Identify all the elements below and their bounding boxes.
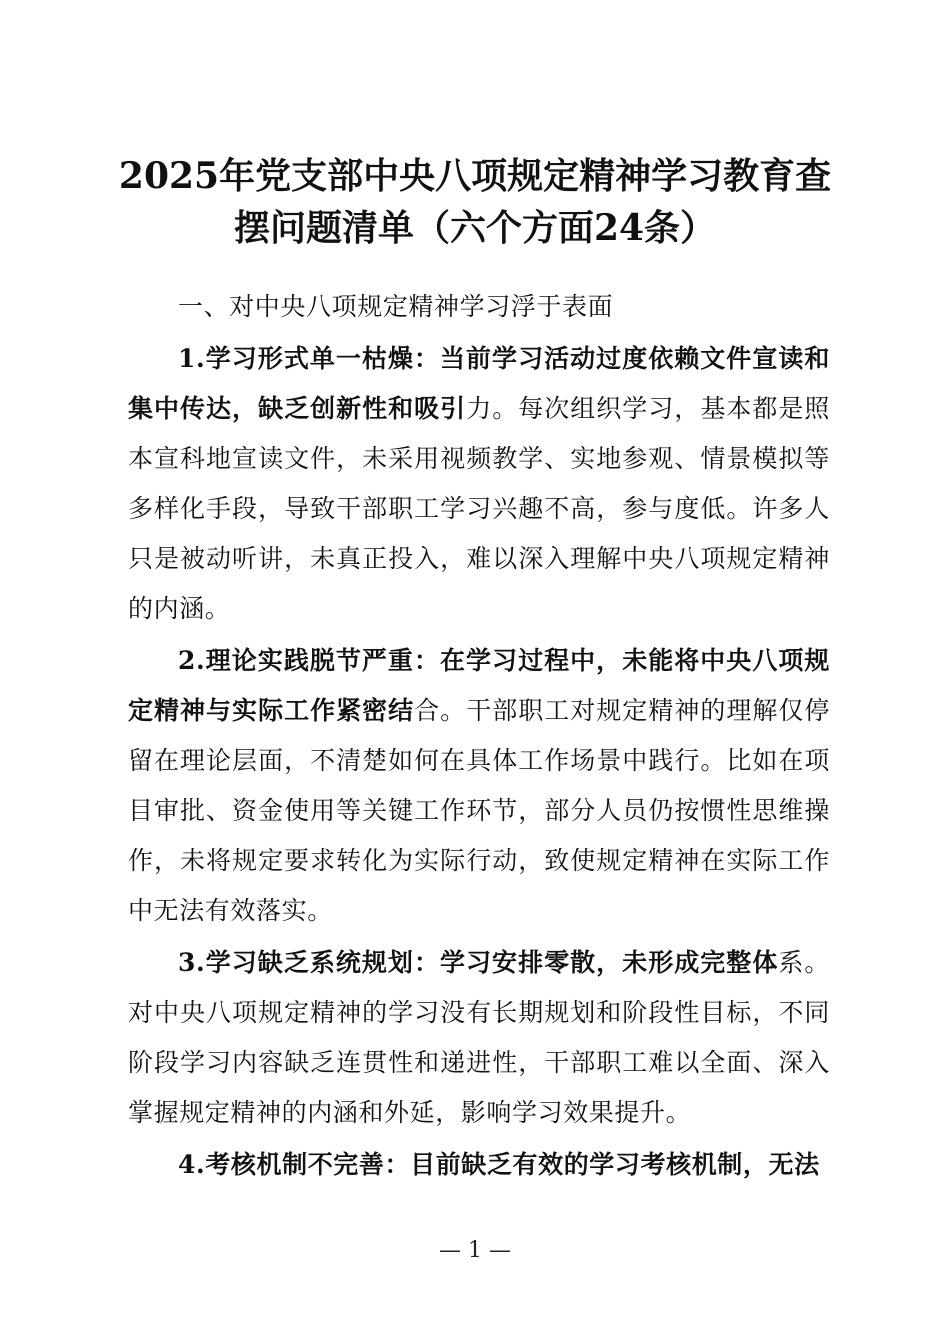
problem-item-2 [128, 636, 830, 936]
problem-item-lead: 3.学习缺乏系统规划：学习安排零散，未形成完整体 [178, 948, 779, 977]
document-title: 2025年党支部中央八项规定精神学习教育查摆问题清单（六个方面24条） [118, 155, 832, 249]
problem-item-lead: 1.学习形式单一枯燥：当前学习活动过度依赖文件宣读和集中传达，缺乏创新性和吸引 [128, 344, 830, 423]
problem-item-body: 系。对中央八项规定精神的学习没有长期规划和阶段性目标，不同阶段学习内容缺乏连贯性和递进性，干部职工难以全面、深入掌握规定精神的内涵和外延，影响学习效果提升。 [128, 948, 830, 1127]
problem-item-body: 力。每次组织学习，基本都是照本宣科地宣读文件，未采用视频教学、实地参观、情景模拟等多样化手段，导致干部职工学习兴趣不高，参与度低。许多人只是被动听讲，未真正投入，难以深入理解中央八项规定精神的内涵。 [128, 394, 830, 623]
section-heading: 一、对中央八项规定精神学习浮于表面 [178, 292, 614, 321]
problem-item-lead: 2.理论实践脱节严重：在学习过程中，未能将中央八项规定精神与实际工作紧密结 [128, 646, 830, 725]
document-body [128, 282, 830, 1192]
problem-item-4 [128, 1140, 830, 1190]
problem-item-3 [128, 938, 830, 1138]
problem-item-lead: 4.考核机制不完善：目前缺乏有效的学习考核机制，无法 [178, 1150, 820, 1179]
problem-item-1 [128, 334, 830, 634]
page-number: — 1 — [439, 1238, 511, 1263]
problem-item-body: 合。干部职工对规定精神的理解仅停留在理论层面，不清楚如何在具体工作场景中践行。比如在项目审批、资金使用等关键工作环节，部分人员仍按惯性思维操作，未将规定要求转化为实际行动，致使规定精神在实际工作中无法有效落实。 [128, 696, 830, 925]
